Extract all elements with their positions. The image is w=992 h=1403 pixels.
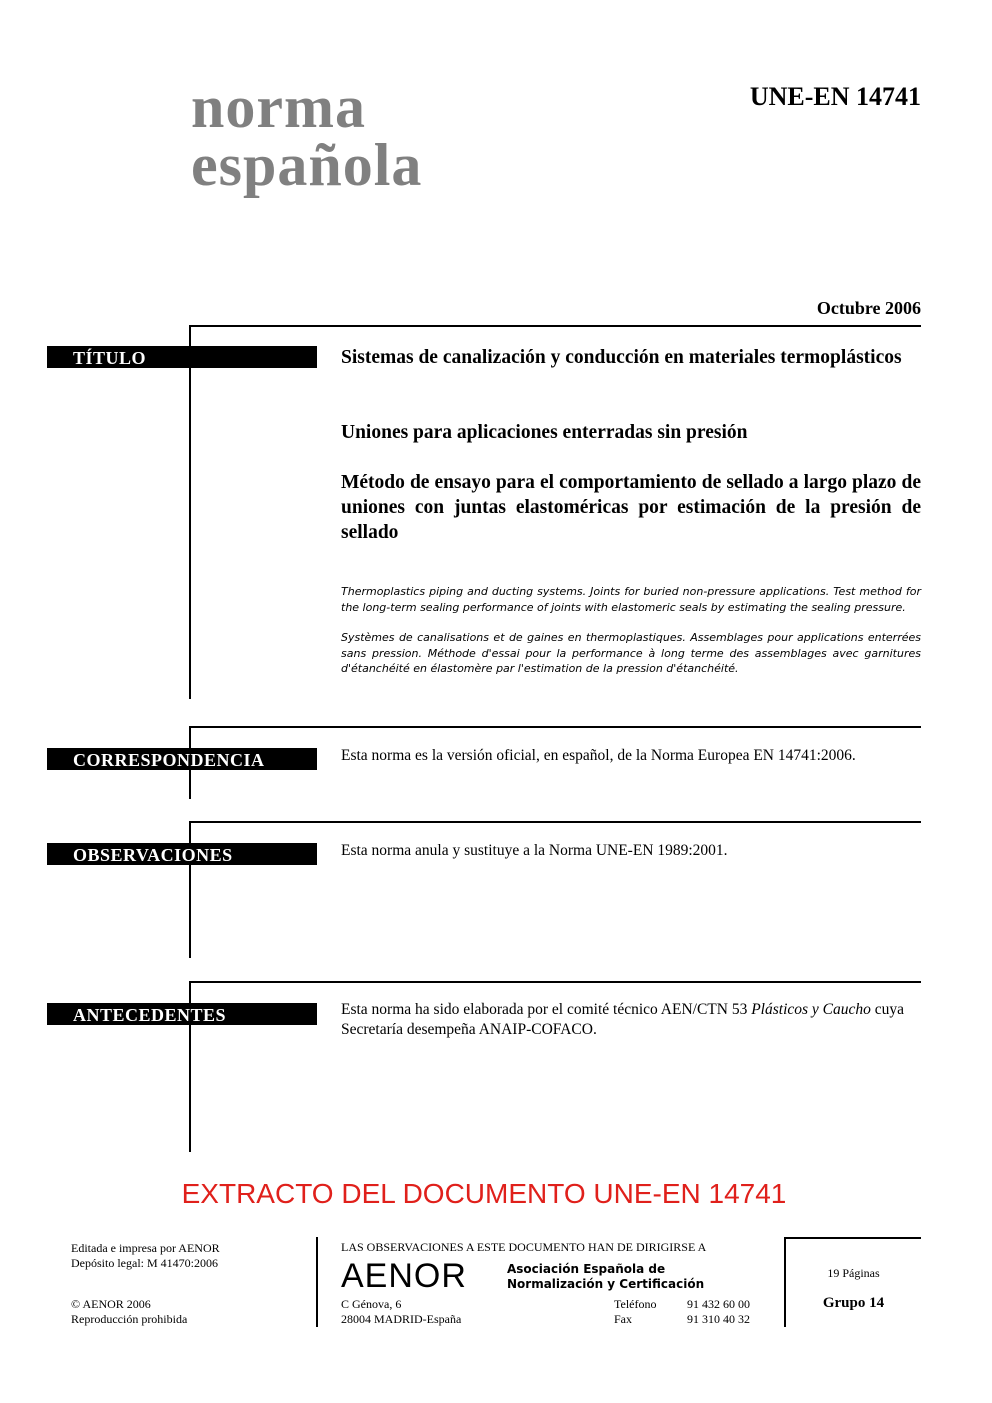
correspondencia-label: CORRESPONDENCIA bbox=[47, 748, 317, 770]
antecedentes-text-after: cuya Secretaría desempeña ANAIP-COFACO. bbox=[341, 1001, 905, 1038]
address-line2: 28004 MADRID-España bbox=[341, 1312, 462, 1326]
observaciones-top-rule bbox=[189, 821, 921, 823]
antecedentes-text-before: Esta norma ha sido elaborada por el comité técnico AEN/CTN 53 bbox=[341, 1001, 752, 1018]
footer-edition bbox=[71, 1241, 220, 1271]
footer-copyright: © AENOR 2006 bbox=[71, 1297, 151, 1311]
antecedentes-label: ANTECEDENTES bbox=[47, 1003, 317, 1025]
antecedentes-text bbox=[341, 1000, 921, 1040]
titulo-label: TÍTULO bbox=[47, 346, 317, 368]
correspondencia-top-rule bbox=[189, 726, 921, 728]
address-line1: C Génova, 6 bbox=[341, 1297, 402, 1311]
antecedentes-top-rule bbox=[189, 981, 921, 983]
footer-deposit: Depósito legal: M 41470:2006 bbox=[71, 1256, 218, 1270]
page-count: 19 Páginas bbox=[827, 1266, 880, 1280]
observaciones-text: Esta norma anula y sustituye a la Norma UNE-EN 1989:2001. bbox=[341, 842, 728, 859]
title-english: Thermoplastics piping and ducting systems. Joints for buried non-pressure applications. Test method for the long-term sealing performance of joints with elastomeric seals by estimating the sealing pressure. bbox=[341, 585, 921, 614]
titulo-top-rule bbox=[189, 325, 921, 327]
extract-watermark: EXTRACTO DEL DOCUMENTO UNE-EN 14741 bbox=[181, 1178, 787, 1209]
standard-code: UNE-EN 14741 bbox=[749, 82, 921, 111]
aenor-logo: AENOR bbox=[341, 1257, 467, 1295]
title-line-1: Sistemas de canalización y conducción en materiales termoplásticos bbox=[341, 347, 902, 368]
titulo-vertical-rule bbox=[189, 325, 191, 699]
footer-address bbox=[341, 1297, 461, 1327]
footer-divider-left bbox=[316, 1237, 318, 1327]
antecedentes-text-italic: Plásticos y Caucho bbox=[751, 1001, 871, 1018]
publication-date: Octubre 2006 bbox=[816, 298, 921, 318]
title-line-3: Método de ensayo para el comportamiento de sellado a largo plazo de uniones con juntas elastoméricas por estimación de la presión de sellado bbox=[341, 472, 921, 543]
aenor-organization bbox=[507, 1262, 704, 1292]
footer-box-left-rule bbox=[784, 1237, 786, 1327]
phone-label: Teléfono bbox=[614, 1297, 657, 1311]
footer-contact-labels bbox=[614, 1297, 656, 1327]
correspondencia-text: Esta norma es la versión oficial, en español, de la Norma Europea EN 14741:2006. bbox=[341, 747, 856, 764]
org-line1: Asociación Española de bbox=[507, 1262, 666, 1276]
title-line-2: Uniones para aplicaciones enterradas sin presión bbox=[341, 422, 748, 443]
brand-line2: española bbox=[191, 132, 423, 198]
fax-number: 91 310 40 32 bbox=[687, 1312, 750, 1326]
brand-line1: norma bbox=[191, 74, 366, 140]
observaciones-label: OBSERVACIONES bbox=[47, 843, 317, 865]
fax-label: Fax bbox=[614, 1312, 632, 1326]
footer-box-top-rule bbox=[784, 1237, 921, 1239]
footer-observations: LAS OBSERVACIONES A ESTE DOCUMENTO HAN DE DIRIGIRSE A bbox=[341, 1240, 707, 1254]
footer-edited: Editada e impresa por AENOR bbox=[71, 1241, 220, 1255]
footer-copyright-block bbox=[71, 1297, 187, 1327]
brand-title bbox=[191, 74, 423, 198]
phone-number: 91 432 60 00 bbox=[687, 1297, 750, 1311]
observaciones-vertical-rule bbox=[189, 821, 191, 958]
footer-contact-values bbox=[687, 1297, 750, 1327]
title-french: Systèmes de canalisations et de gaines en thermoplastiques. Assemblages pour applications enterrées sans pression. Méthode d'essai pour la performance à long terme des assemblages avec garnitures d'étanchéité en élastomère par l'estimation de la pression d'étanchéité. bbox=[341, 631, 921, 675]
price-group: Grupo 14 bbox=[822, 1295, 885, 1311]
org-line2: Normalización y Certificación bbox=[507, 1277, 705, 1291]
footer-reproduction: Reproducción prohibida bbox=[71, 1312, 188, 1326]
